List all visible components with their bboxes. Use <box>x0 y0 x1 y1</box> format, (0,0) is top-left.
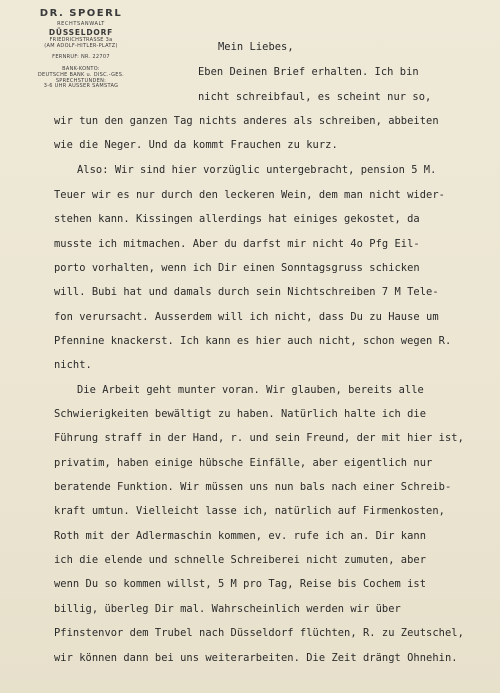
letter-line: Also: Wir sind hier vorzüglic untergebracht, pension 5 M. <box>77 164 437 176</box>
letter-line: musste ich mitmachen. Aber du darfst mir nicht 4o Pfg Eil- <box>54 238 420 250</box>
letterhead-street2: (AM ADOLF-HITLER-PLATZ) <box>44 42 118 49</box>
letter-line: wie die Neger. Und da kommt Frauchen zu kurz. <box>54 139 338 151</box>
letter-line: billig, überleg Dir mal. Wahrscheinlich werden wir über <box>54 603 401 615</box>
letter-line: Mein Liebes, <box>218 41 294 53</box>
letterhead-title: RECHTSANWALT <box>57 20 105 27</box>
letter-line: privatim, haben einige hübsche Einfälle, aber eigentlich nur <box>54 457 433 469</box>
letter-line: Führung straff in der Hand, r. und sein Freund, der mit hier ist, <box>54 432 464 444</box>
letter-body-continued <box>0 0 25 36</box>
letter-line: beratende Funktion. Wir müssen uns nun bals nach einer Schreib- <box>54 481 452 493</box>
letterhead-street: FRIEDRICHSTRASSE 3a <box>49 36 113 43</box>
letter-line: nicht. <box>54 359 92 371</box>
letter-line: wir können dann bei uns weiterarbeiten. Die Zeit drängt Ohnehin. <box>54 652 458 664</box>
letter-line: stehen kann. Kissingen allerdings hat einiges gekostet, da <box>54 213 420 225</box>
letterhead <box>6 8 156 90</box>
letter-line: porto vorhalten, wenn ich Dir einen Sonntagsgruss schicken <box>54 262 420 274</box>
letter-line: Pfennine knackerst. Ich kann es hier auch nicht, schon wegen R. <box>54 335 452 347</box>
letter-line: kraft umtun. Vielleicht lasse ich, natürlich auf Firmenkosten, <box>54 505 445 517</box>
letter-line: Schwierigkeiten bewältigt zu haben. Natürlich halte ich die <box>54 408 427 420</box>
letterhead-city: DÜSSELDORF <box>48 28 114 38</box>
letter-line: Eben Deinen Brief erhalten. Ich bin <box>198 66 419 78</box>
letter-line: nicht schreibfaul, es scheint nur so, <box>198 91 432 103</box>
letter-line: Teuer wir es nur durch den leckeren Wein, dem man nicht wider- <box>54 189 445 201</box>
letter-line: Roth mit der Adlermaschin kommen, ev. rufe ich an. Dir kann <box>54 530 427 542</box>
letterhead-phone: FERNRUF: NR. 22707 <box>52 54 110 61</box>
letterhead-hours-label: SPRECHSTUNDEN: <box>55 77 107 84</box>
letter-line: wenn Du so kommen willst, 5 M pro Tag, Reise bis Cochem ist <box>54 578 427 590</box>
letter-line: will. Bubi hat und damals durch sein Nichtschreiben 7 M Tele- <box>54 286 439 298</box>
letter-line: ich die elende und schnelle Schreiberei nicht zumuten, aber <box>54 554 427 566</box>
letterhead-bank: DEUTSCHE BANK u. DISC.-GES. <box>37 71 125 78</box>
letterhead-bank-label: BANK-KONTO: <box>62 66 100 73</box>
letter-line: Die Arbeit geht munter voran. Wir glauben, bereits alle <box>77 384 424 396</box>
letterhead-name: DR. SPOERL <box>39 8 123 19</box>
letter-line: wir tun den ganzen Tag nichts anderes als schreiben, abbeiten <box>54 115 439 127</box>
letterhead-hours: 3-6 UHR AUSSER SAMSTAG <box>43 83 119 90</box>
letter-line: Pfinstenvor dem Trubel nach Düsseldorf flüchten, R. zu Zeutschel, <box>54 627 464 639</box>
letter-line: fon verursacht. Ausserdem will ich nicht, dass Du zu Hause um <box>54 311 439 323</box>
